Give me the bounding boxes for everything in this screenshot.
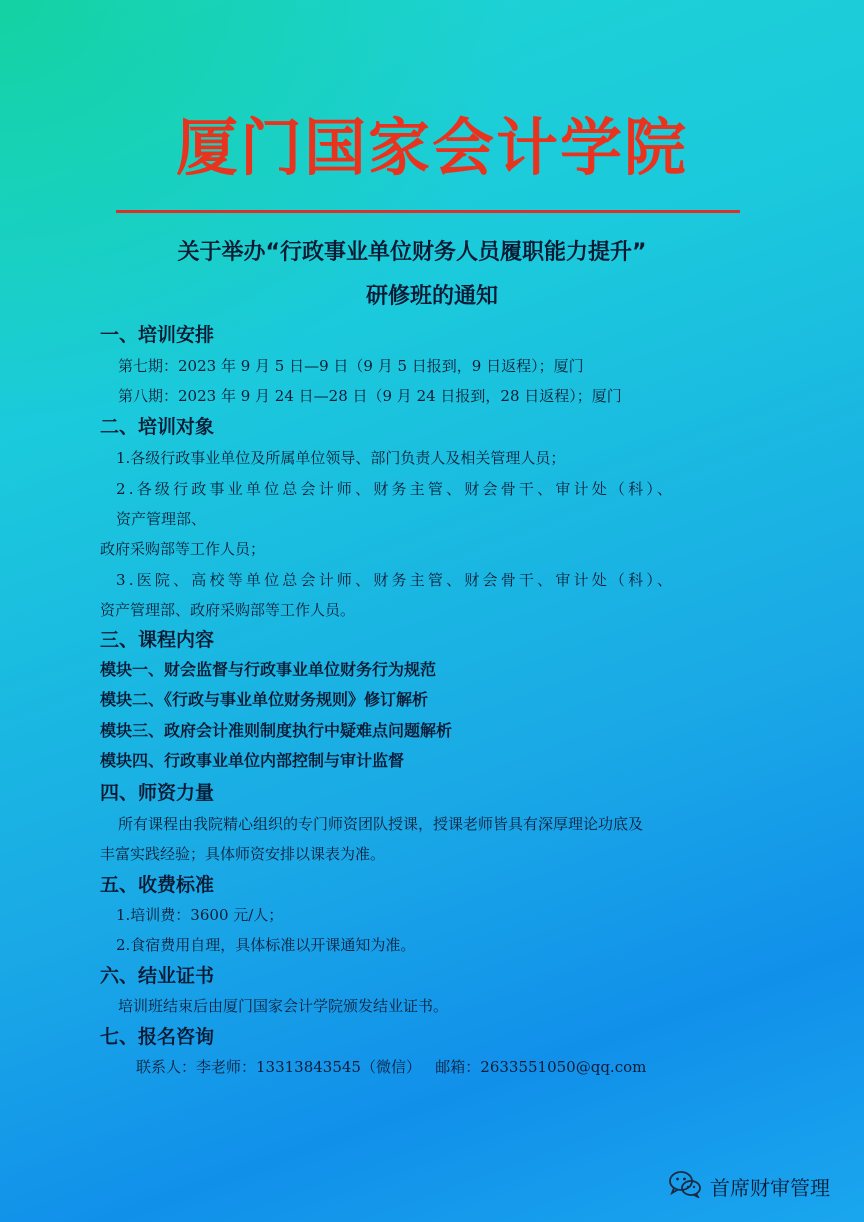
section-course-content: 三、课程内容: [100, 629, 215, 651]
title-divider: [116, 210, 740, 213]
fee-item-2: 2.食宿费用自理，具体标准以开课通知为准。: [116, 936, 416, 954]
fee-item-1: 1.培训费：3600 元/人；: [116, 906, 284, 924]
audience-item-3: 3.医院、高校等单位总会计师、财务主管、财会骨干、审计处（科）、: [116, 571, 676, 589]
module-2: 模块二、《行政与事业单位财务规则》修订解析: [100, 690, 429, 709]
schedule-period-8: 第八期：2023 年 9 月 24 日—28 日（9 月 24 日报到，28 日返程）；厦门: [118, 387, 622, 405]
audience-item-2-cont2: 政府采购部等工作人员；: [100, 540, 266, 558]
brand-name: 首席财审管理: [710, 1176, 830, 1200]
audience-item-3-cont: 资产管理部、政府采购部等工作人员。: [100, 601, 356, 619]
notice-heading-line2: 研修班的通知: [365, 284, 498, 309]
schedule-period-7: 第七期：2023 年 9 月 5 日—9 日（9 月 5 日报到，9 日返程）；厦门: [118, 357, 584, 375]
section-fees: 五、收费标准: [100, 874, 215, 896]
notice-heading-line1: 关于举办“行政事业单位财务人员履职能力提升”: [177, 240, 647, 265]
audience-item-2: 2.各级行政事业单位总会计师、财务主管、财会骨干、审计处（科）、: [116, 480, 676, 498]
section-training-arrangement: 一、培训安排: [100, 324, 215, 346]
audience-item-1: 1.各级行政事业单位及所属单位领导、部门负责人及相关管理人员；: [116, 449, 566, 467]
page-title: 厦门国家会计学院: [175, 111, 688, 184]
section-certificate: 六、结业证书: [100, 965, 215, 987]
module-1: 模块一、财会监督与行政事业单位财务行为规范: [100, 660, 437, 679]
faculty-text-line2: 丰富实践经验；具体师资安排以课表为准。: [100, 845, 386, 863]
module-4: 模块四、行政事业单位内部控制与审计监督: [100, 751, 405, 770]
wechat-icon: [668, 1170, 710, 1203]
certificate-text: 培训班结束后由厦门国家会计学院颁发结业证书。: [118, 997, 449, 1015]
section-contact: 七、报名咨询: [100, 1026, 215, 1048]
contact-info: 联系人：李老师：13313843545（微信） 邮箱：2633551050@qq.com: [136, 1058, 647, 1076]
faculty-text-line1: 所有课程由我院精心组织的专门师资团队授课，授课老师皆具有深厚理论功底及: [118, 815, 644, 833]
module-3: 模块三、政府会计准则制度执行中疑难点问题解析: [100, 721, 453, 740]
brand-watermark: [668, 1170, 830, 1203]
audience-item-2-cont: 资产管理部、: [116, 510, 207, 528]
section-faculty: 四、师资力量: [100, 782, 215, 804]
section-audience: 二、培训对象: [100, 416, 215, 438]
